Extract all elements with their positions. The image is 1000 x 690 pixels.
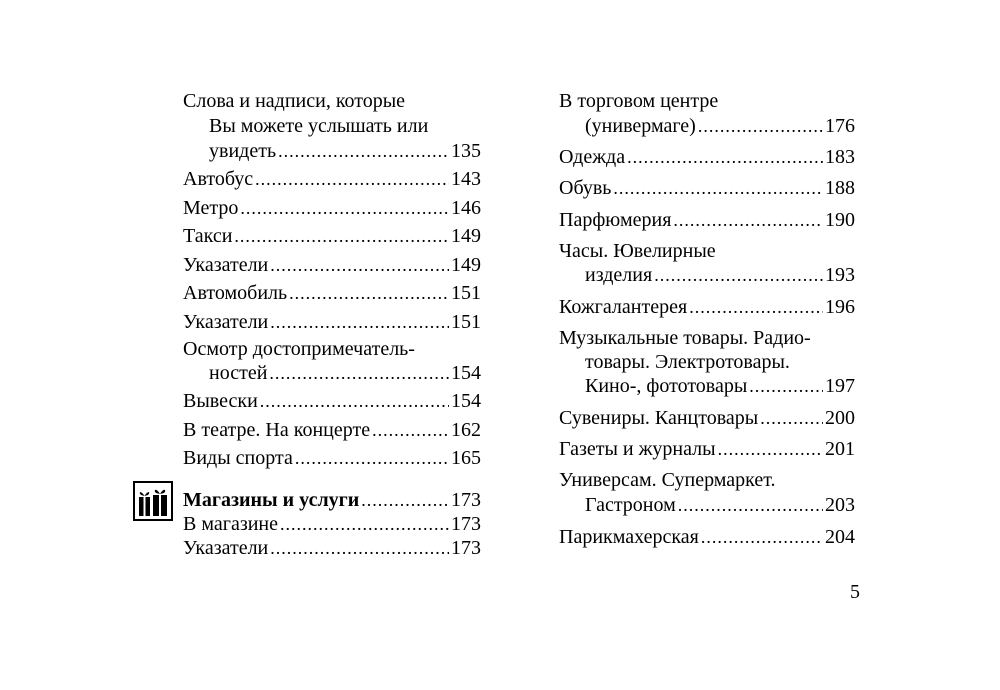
toc-entry-text: Музыкальные товары. Радио- bbox=[559, 327, 811, 349]
toc-page-number: 165 bbox=[451, 447, 481, 469]
toc-entry-title: Автомобиль bbox=[183, 282, 288, 304]
toc-page-number: 197 bbox=[825, 375, 855, 397]
toc-entry bbox=[183, 418, 481, 442]
toc-entry bbox=[559, 437, 855, 461]
toc-entry-title: (универмаге) bbox=[585, 115, 696, 137]
toc-entry-title: Парикмахерская bbox=[559, 526, 699, 548]
leader-dots bbox=[613, 176, 823, 200]
toc-page-number: 188 bbox=[825, 177, 855, 199]
toc-page-number: 135 bbox=[451, 140, 481, 162]
toc-page-number: 193 bbox=[825, 264, 855, 286]
toc-entry-title: Указатели bbox=[183, 537, 269, 559]
toc-entry bbox=[585, 493, 855, 517]
toc-entry-text: Часы. Ювелирные bbox=[559, 240, 716, 262]
leader-dots bbox=[718, 437, 823, 461]
toc-page-number: 149 bbox=[451, 254, 481, 276]
toc-entry bbox=[209, 139, 481, 163]
toc-entry-title: Такси bbox=[183, 225, 233, 247]
toc-entry-text: Универсам. Супермаркет. bbox=[559, 469, 776, 491]
toc-entry bbox=[183, 196, 481, 220]
toc-page-number: 176 bbox=[825, 115, 855, 137]
leader-dots bbox=[270, 310, 449, 334]
leader-dots bbox=[701, 525, 823, 549]
toc-page-number: 196 bbox=[825, 296, 855, 318]
toc-entry-title: Автобус bbox=[183, 168, 254, 190]
toc-entry bbox=[209, 361, 481, 385]
toc-entry-title: Газеты и журналы bbox=[559, 438, 716, 460]
gift-shopping-icon bbox=[133, 481, 173, 521]
toc-entry-title: Кино-, фототовары bbox=[585, 375, 748, 397]
toc-entry bbox=[183, 512, 481, 536]
toc-entry-title: В магазине bbox=[183, 513, 278, 535]
leader-dots bbox=[749, 374, 823, 398]
leader-dots bbox=[689, 295, 823, 319]
toc-entry-title: Метро bbox=[183, 197, 239, 219]
leader-dots bbox=[260, 389, 449, 413]
toc-page-number: 173 bbox=[451, 489, 481, 511]
leader-dots bbox=[372, 418, 449, 442]
toc-page-number: 190 bbox=[825, 209, 855, 231]
toc-entry bbox=[183, 310, 481, 334]
leader-dots bbox=[289, 281, 449, 305]
toc-entry bbox=[585, 114, 855, 138]
toc-entry bbox=[585, 263, 855, 287]
toc-entry-title: Виды спорта bbox=[183, 447, 293, 469]
leader-dots bbox=[255, 167, 449, 191]
toc-entry-title: увидеть bbox=[209, 140, 277, 162]
toc-entry bbox=[183, 536, 481, 560]
leader-dots bbox=[698, 114, 823, 138]
toc-entry bbox=[559, 176, 855, 200]
toc-page-number: 173 bbox=[451, 513, 481, 535]
leader-dots bbox=[280, 512, 449, 536]
toc-entry-text: Осмотр достопримечатель- bbox=[183, 338, 415, 360]
toc-section-heading bbox=[183, 488, 481, 512]
leader-dots bbox=[295, 446, 449, 470]
toc-page-number: 149 bbox=[451, 225, 481, 247]
toc-page-number: 154 bbox=[451, 362, 481, 384]
toc-page-number: 151 bbox=[451, 282, 481, 304]
leader-dots bbox=[673, 208, 823, 232]
toc-page-number: 200 bbox=[825, 407, 855, 429]
toc-page-number: 154 bbox=[451, 390, 481, 412]
leader-dots bbox=[234, 224, 449, 248]
leader-dots bbox=[627, 145, 823, 169]
leader-dots bbox=[270, 253, 449, 277]
toc-entry-text: товары. Электротовары. bbox=[585, 351, 790, 373]
toc-entry-title: Сувениры. Канцтовары bbox=[559, 407, 759, 429]
toc-page-number: 146 bbox=[451, 197, 481, 219]
toc-entry-title: Вывески bbox=[183, 390, 258, 412]
toc-page-number: 201 bbox=[825, 438, 855, 460]
toc-entry bbox=[183, 224, 481, 248]
toc-page-number: 204 bbox=[825, 526, 855, 548]
section-title: Магазины и услуги bbox=[183, 489, 360, 511]
toc-entry bbox=[585, 374, 855, 398]
toc-entry-title: изделия bbox=[585, 264, 653, 286]
page-number: 5 bbox=[850, 581, 860, 603]
toc-entry bbox=[183, 253, 481, 277]
toc-entry bbox=[183, 281, 481, 305]
toc-entry-title: Одежда bbox=[559, 146, 626, 168]
leader-dots bbox=[270, 536, 449, 560]
toc-entry-text: Слова и надписи, которые bbox=[183, 90, 406, 112]
toc-entry bbox=[559, 295, 855, 319]
leader-dots bbox=[269, 361, 449, 385]
toc-entry-text: В торговом центре bbox=[559, 90, 719, 112]
toc-entry-title: Гастроном bbox=[585, 494, 676, 516]
leader-dots bbox=[760, 406, 823, 430]
toc-entry bbox=[183, 389, 481, 413]
toc-entry bbox=[559, 406, 855, 430]
toc-page-number: 183 bbox=[825, 146, 855, 168]
toc-entry-title: В театре. На концерте bbox=[183, 419, 371, 441]
toc-entry-title: Указатели bbox=[183, 254, 269, 276]
toc-entry-text: Вы можете услышать или bbox=[209, 115, 429, 137]
toc-entry bbox=[183, 167, 481, 191]
toc-entry bbox=[559, 208, 855, 232]
toc-entry bbox=[559, 525, 855, 549]
toc-entry bbox=[559, 145, 855, 169]
toc-page-number: 203 bbox=[825, 494, 855, 516]
toc-page-number: 162 bbox=[451, 419, 481, 441]
toc-entry-title: ностей bbox=[209, 362, 268, 384]
leader-dots bbox=[654, 263, 823, 287]
toc-page-number: 143 bbox=[451, 168, 481, 190]
toc-entry-title: Обувь bbox=[559, 177, 612, 199]
toc-page-number: 173 bbox=[451, 537, 481, 559]
toc-page-number: 151 bbox=[451, 311, 481, 333]
leader-dots bbox=[361, 488, 449, 512]
leader-dots bbox=[240, 196, 449, 220]
toc-entry bbox=[183, 446, 481, 470]
leader-dots bbox=[278, 139, 449, 163]
toc-entry-title: Кожгалантерея bbox=[559, 296, 688, 318]
toc-entry-title: Парфюмерия bbox=[559, 209, 672, 231]
leader-dots bbox=[678, 493, 823, 517]
toc-entry-title: Указатели bbox=[183, 311, 269, 333]
